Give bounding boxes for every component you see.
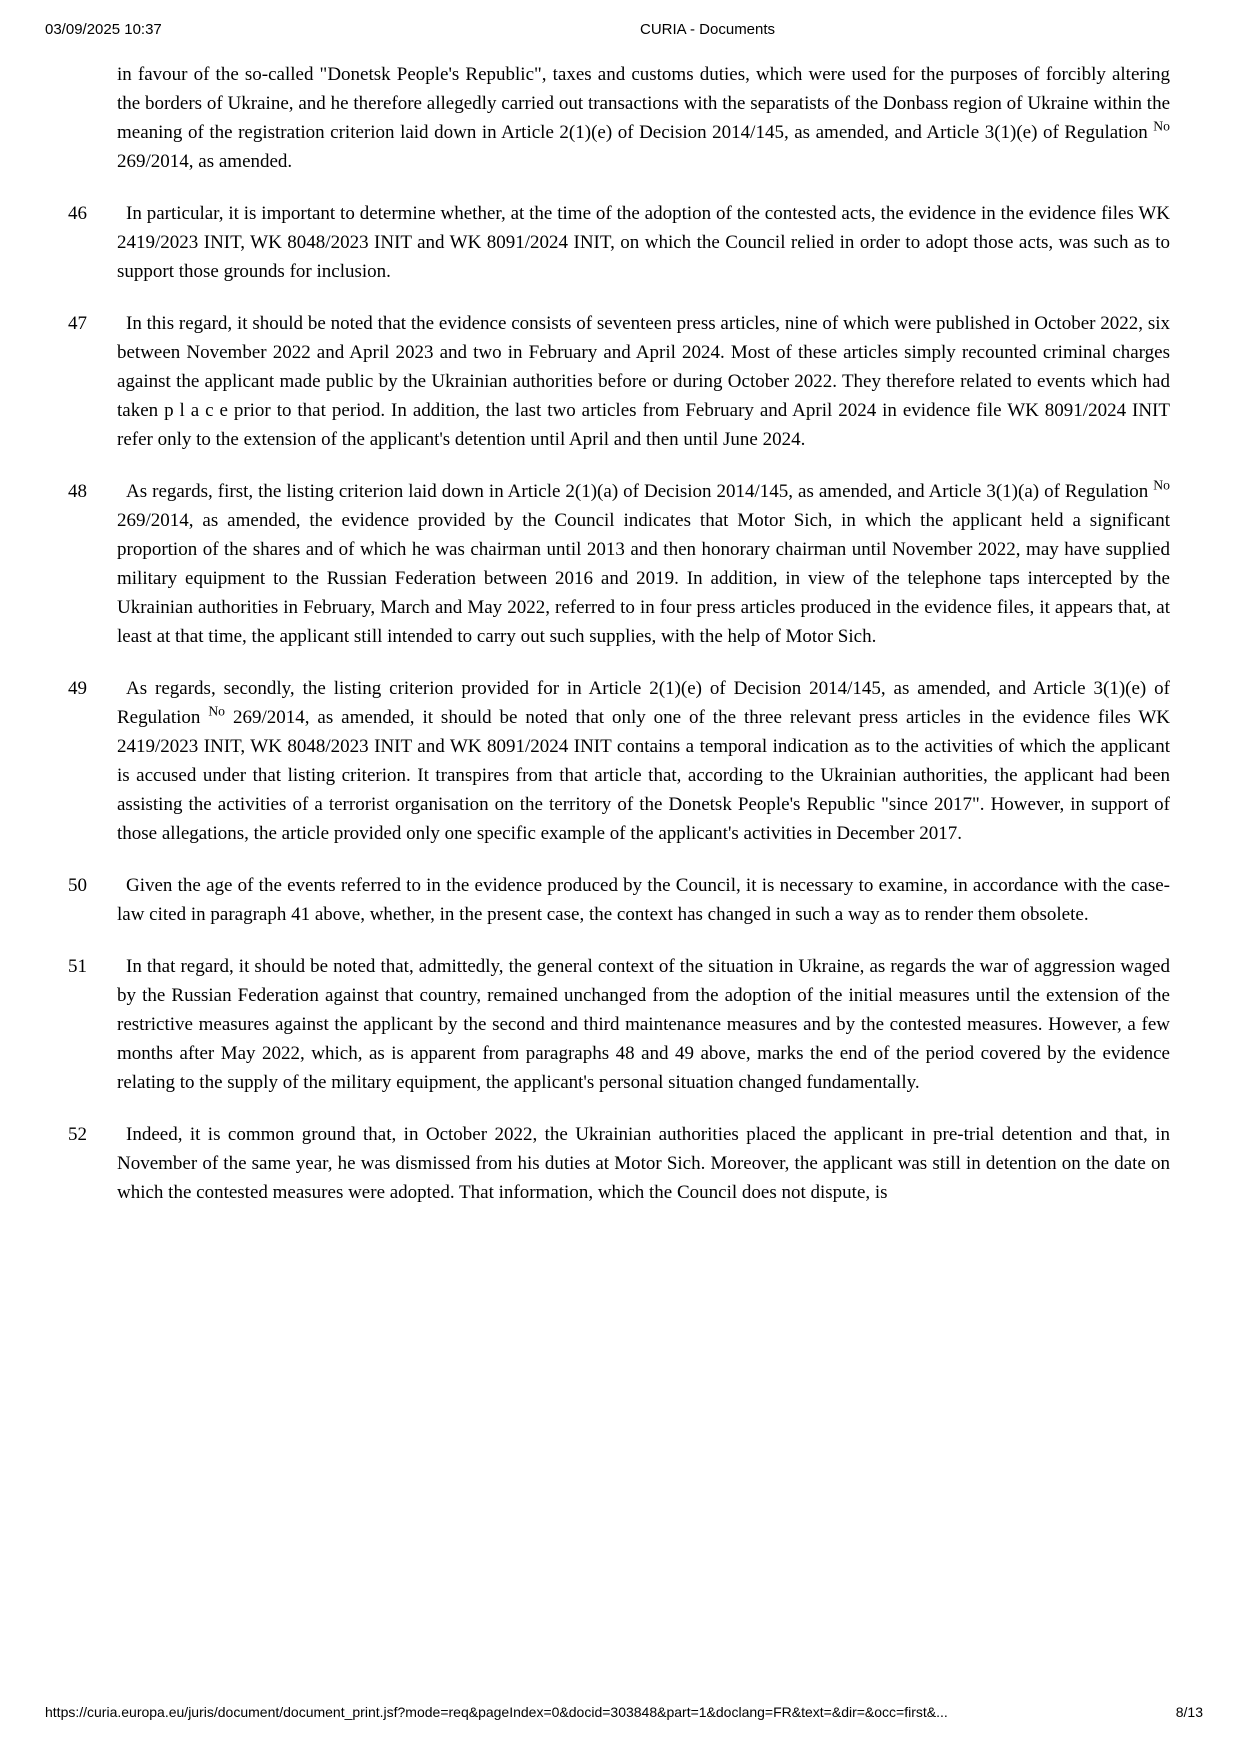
- paragraph-text: In that regard, it should be noted that, admittedly, the general context of the situation in Ukraine, as regards the war of aggression waged by the Russian Federation against that country, remained unchanged from the adoption of the initial measures until the extension of the restrictive measures against the applicant by the second and third maintenance measures and by the contested measures. However, a few months after May 2022, which, as is apparent from paragraphs 48 and 49 above, marks the end of the period covered by the evidence relating to the supply of the military equipment, the applicant's personal situation changed fundamentally.: [117, 956, 1170, 1093]
- paragraph-text: In particular, it is important to determine whether, at the time of the adoption of the contested acts, the evidence in the evidence files WK 2419/2023 INIT, WK 8048/2023 INIT and WK 8091/2024 INIT, on which the Council relied in order to adopt those acts, was such as to support those grounds for inclusion.: [117, 203, 1170, 282]
- paragraph-number: 49: [68, 678, 87, 699]
- paragraph-number: 46: [68, 203, 87, 224]
- paragraph-text: Given the age of the events referred to in the evidence produced by the Council, it is necessary to examine, in accordance with the case-law cited in paragraph 41 above, whether, in the present case, the context has changed in such a way as to render them obsolete.: [117, 875, 1170, 925]
- paragraph-text: Indeed, it is common ground that, in October 2022, the Ukrainian authorities placed the applicant in pre-trial detention and that, in November of the same year, he was dismissed from his duties at Motor Sich. Moreover, the applicant was still in detention on the date on which the contested measures were adopted. That information, which the Council does not dispute, is: [117, 1124, 1170, 1203]
- paragraph-text: As regards, secondly, the listing criterion provided for in Article 2(1)(e) of Decision 2014/145, as amended, and Article 3(1)(e) of Regulation $^{No}$ 269/2014, as amended, it should be noted that only one of the three relevant press articles in the evidence files WK 2419/2023 INIT, WK 8048/2023 INIT and WK 8091/2024 INIT contains a temporal indication as to the activities of which the applicant is accused under that listing criterion. It transpires from that article that, according to the Ukrainian authorities, the applicant had been assisting the activities of a terrorist organisation on the territory of the Donetsk People's Republic "since 2017". However, in support of those allegations, the article provided only one specific example of the applicant's activities in December 2017.: [117, 678, 1170, 844]
- paragraph-52: [68, 1120, 1170, 1207]
- paragraph-text: As regards, first, the listing criterion laid down in Article 2(1)(a) of Decision 2014/145, as amended, and Article 3(1)(a) of Regulation $^{No}$ 269/2014, as amended, the evidence provided by the Council indicates that Motor Sich, in which the applicant held a significant proportion of the shares and of which he was chairman until 2013 and then honorary chairman until November 2022, may have supplied military equipment to the Russian Federation between 2016 and 2019. In addition, in view of the telephone taps intercepted by the Ukrainian authorities in February, March and May 2022, referred to in four press articles produced in the evidence files, it appears that, at least at that time, the applicant still intended to carry out such supplies, with the help of Motor Sich.: [117, 477, 1170, 647]
- footer-page-indicator: 8/13: [1175, 1704, 1203, 1720]
- header-datetime: 03/09/2025 10:37: [45, 21, 162, 38]
- document-body: [68, 60, 1170, 1230]
- paragraph-51: [68, 952, 1170, 1097]
- paragraph-number: 52: [68, 1124, 87, 1145]
- paragraph-number: 48: [68, 481, 87, 502]
- superscript-no: No: [1153, 477, 1170, 493]
- paragraph-46: [68, 199, 1170, 286]
- footer-url: https://curia.europa.eu/juris/document/document_print.jsf?mode=req&pageIndex=0&docid=303848&part=1&doclang=FR&text=&dir=&occ=first&...: [45, 1704, 948, 1720]
- paragraph-number: 51: [68, 956, 87, 977]
- paragraph-49: [68, 674, 1170, 848]
- paragraph-text: In this regard, it should be noted that the evidence consists of seventeen press articles, nine of which were published in October 2022, six between November 2022 and April 2023 and two in February and April 2024. Most of these articles simply recounted criminal charges against the applicant made public by the Ukrainian authorities before or during October 2022. They therefore related to events which had taken p l a c e prior to that period. In addition, the last two articles from February and April 2024 in evidence file WK 8091/2024 INIT refer only to the extension of the applicant's detention until April and then until June 2024.: [117, 313, 1170, 450]
- paragraph-50: [68, 871, 1170, 929]
- superscript-no: No: [208, 703, 226, 719]
- paragraph-47: [68, 309, 1170, 454]
- paragraph-text: in favour of the so-called "Donetsk People's Republic", taxes and customs duties, which were used for the purposes of forcibly altering the borders of Ukraine, and he therefore allegedly carried out transactions with the separatists of the Donbass region of Ukraine within the meaning of the registration criterion laid down in Article 2(1)(e) of Decision 2014/145, as amended, and Article 3(1)(e) of Regulation $^{No}$ 269/2014, as amended.: [117, 64, 1170, 172]
- paragraph-number: 50: [68, 875, 87, 896]
- superscript-no: No: [1153, 118, 1170, 134]
- paragraph-continuation: [117, 60, 1170, 176]
- paragraph-48: [68, 477, 1170, 651]
- header-title: CURIA - Documents: [640, 21, 776, 38]
- paragraph-number: 47: [68, 313, 87, 334]
